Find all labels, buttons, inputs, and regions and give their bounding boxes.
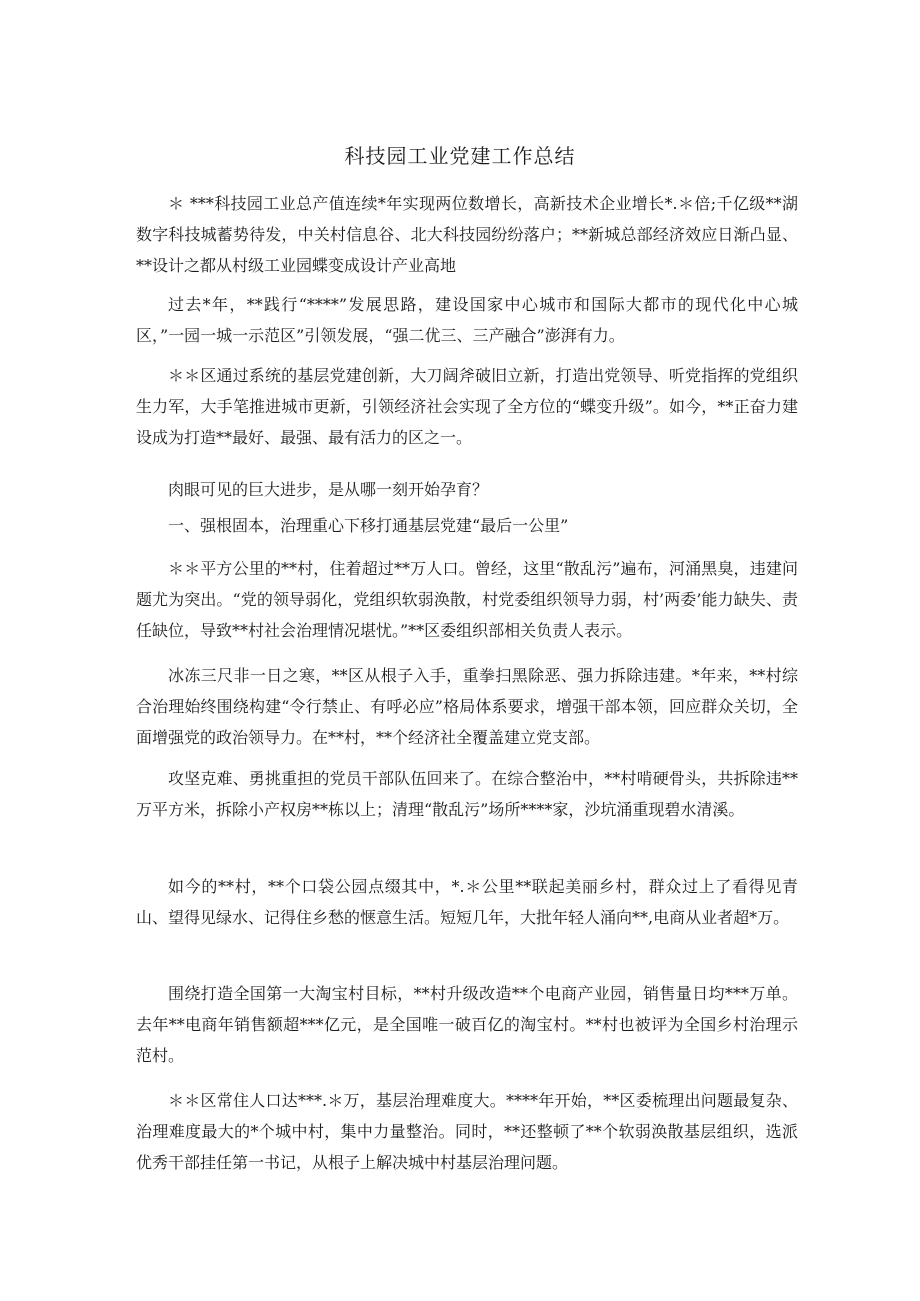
- paragraph-9: 围绕打造全国第一大淘宝村目标，**村升级改造**个电商产业园，销售量日均***万单。去年**电商年销售额超***亿元，是全国唯一破百亿的淘宝村。**村也被评为全国乡村治理示范村。: [136, 984, 798, 1065]
- section-heading-1: 一、强根固本，治理重心下移打通基层党建“最后一公里”: [168, 516, 569, 535]
- document-title: 科技园工业党建工作总结: [344, 144, 576, 168]
- paragraph-6: 冰冻三尺非一日之寒，**区从根子入手，重拳扫黑除恶、强力拆除违建。*年来，**村综合治理始终围绕构建“令行禁止、有呼必应”格局体系要求，增强干部本领，回应群众关切，全面增强党的政治领导力。在**村，**个经济社全覆盖建立党支部。: [136, 666, 798, 747]
- paragraph-1: ＊ ***科技园工业总产值连续*年实现两位数增长，高新技术企业增长*.＊倍;千亿级**湖数字科技城蓄势待发，中关村信息谷、北大科技园纷纷落户；**新城总部经济效应日渐凸显、**设计之都从村级工业园蝶变成设计产业高地: [136, 194, 798, 275]
- paragraph-5: ＊＊平方公里的**村，住着超过**万人口。曾经，这里“散乱污”遍布，河涌黑臭，违建问题尤为突出。“党的领导弱化，党组织软弱涣散，村党委组织领导力弱，村’两委’能力缺失、责任缺位，导致**村社会治理情况堪忧。”**区委组织部相关负责人表示。: [136, 559, 798, 640]
- paragraph-8: 如今的**村，**个口袋公园点缀其中，*.＊公里**联起美丽乡村，群众过上了看得见青山、望得见绿水、记得住乡愁的惬意生活。短短几年，大批年轻人涌向**,电商从业者超*万。: [136, 877, 798, 927]
- paragraph-10: ＊＊区常住人口达***.＊万，基层治理难度大。****年开始，**区委梳理出问题最复杂、治理难度最大的*个城中村，集中力量整治。同时，**还整顿了**个软弱涣散基层组织，选派优秀干部挂任第一书记，从根子上解决城中村基层治理问题。: [136, 1091, 798, 1172]
- paragraph-3: ＊＊区通过系统的基层党建创新，大刀阔斧破旧立新，打造出党领导、听党指挥的党组织生力军，大手笔推进城市更新，引领经济社会实现了全方位的“蝶变升级”。如今，**正奋力建设成为打造**最好、最强、最有活力的区之一。: [136, 366, 798, 447]
- paragraph-4: 肉眼可见的巨大进步，是从哪一刻开始孕育？: [168, 480, 489, 499]
- paragraph-2: 过去*年，**践行“****”发展思路，建设国家中心城市和国际大都市的现代化中心城区，”一园一城一示范区”引领发展，“强二优三、三产融合”澎湃有力。: [136, 295, 798, 345]
- paragraph-7: 攻坚克难、勇挑重担的党员干部队伍回来了。在综合整治中，**村啃硬骨头，共拆除违**万平方米，拆除小产权房**栋以上；清理“散乱污”场所****家，沙坑涌重现碧水清溪。: [136, 769, 798, 819]
